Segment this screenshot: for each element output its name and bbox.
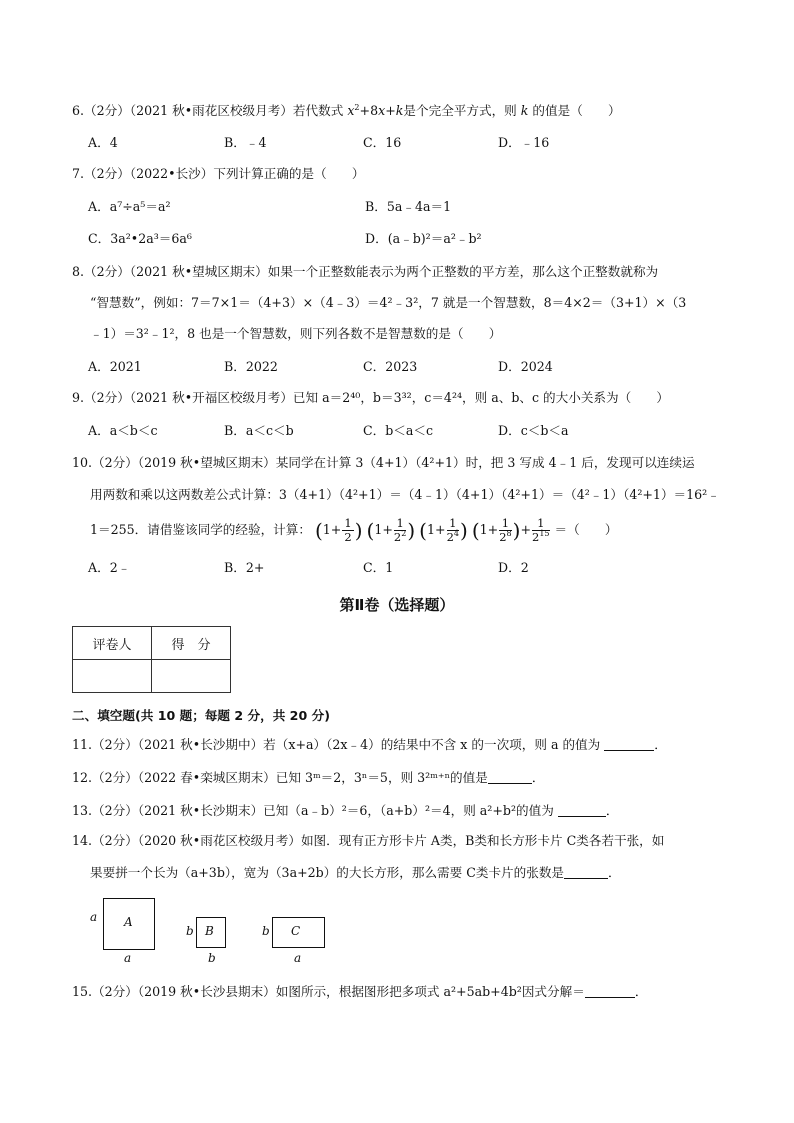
q6-option-c[interactable]: C．16 — [363, 135, 402, 150]
q6-option-d[interactable]: D．﹣16 — [498, 135, 550, 150]
q7-option-d[interactable]: D．(a﹣b)²＝a²﹣b² — [365, 231, 482, 246]
question-10-line2: 用两数和乘以这两数差公式计算：3（4+1）（4²+1）＝（4﹣1）（4+1）（4²+1）＝（4²﹣1）（4²+1）＝16²﹣ — [90, 487, 720, 502]
score-cell[interactable] — [152, 660, 231, 693]
q13-answer-blank[interactable] — [558, 804, 606, 817]
q8-option-c[interactable]: C．2023 — [363, 359, 418, 374]
grader-table — [72, 626, 231, 693]
q10-option-d[interactable]: D．2 — [498, 560, 529, 575]
q6-option-b[interactable]: B．﹣4 — [224, 135, 267, 150]
question-11: 11.（2分）（2021 秋•长沙期中）若（x+a）（2x﹣4）的结果中不含 x 的一次项，则 a 的值为 ． — [72, 737, 667, 752]
section-2-title: 第Ⅱ卷（选择题） — [339, 596, 455, 614]
question-8-line1: 8.（2分）（2021 秋•望城区期末）如果一个正整数能表示为两个正整数的平方差，那么这个正整数就称为 — [72, 264, 659, 279]
q10-option-c[interactable]: C．1 — [363, 560, 394, 575]
fraction-expression: (1+ $\frac{1}{2}$ ) (1+ $\frac{1}{2^2}$ ) (1+ $\frac{1}{2^4}$ ) (1+ $\frac{1}{2^8}$ )+ $\frac{1}{2^{15}}$ — [314, 516, 550, 544]
q9-option-d[interactable]: D．c＜b＜a — [498, 423, 569, 438]
card-a-label: A — [124, 915, 133, 929]
question-10-line3: 1＝255．请借鉴该同学的经验，计算： (1+ $\frac{1}{2}$ ) (1+ $\frac{1}{2^2}$ ) (1+ $\frac{1}{2^4}$ ) (1+ $\frac{1}{2^8}$ )+ $\frac{1}{2^{15}}$ ＝（ ） — [90, 516, 618, 544]
q9-option-b[interactable]: B．a＜c＜b — [224, 423, 294, 438]
q7-option-b[interactable]: B．5a﹣4a＝1 — [365, 199, 452, 214]
q8-option-b[interactable]: B．2022 — [224, 359, 278, 374]
question-12: 12.（2分）（2022 春•栾城区期末）已知 3ᵐ＝2，3ⁿ＝5，则 3²ᵐ⁺ⁿ的值是 ． — [72, 770, 545, 785]
score-label: 得 分 — [152, 627, 231, 660]
q10-option-b[interactable]: B．2+ — [224, 560, 265, 575]
question-14-line2: 果要拼一个长为（a+3b），宽为（3a+2b）的大长方形，那么需要 C类卡片的张数是 ． — [90, 865, 621, 880]
q8-option-d[interactable]: D．2024 — [498, 359, 553, 374]
q7-option-a[interactable]: A．a⁷÷a⁵＝a² — [88, 199, 171, 214]
q7-option-c[interactable]: C．3a²•2a³＝6a⁶ — [88, 231, 192, 246]
question-8-line3: ﹣1）＝3²﹣1²，8 也是一个智慧数，则下列各数不是智慧数的是（ ） — [90, 326, 502, 341]
card-c-label: C — [291, 924, 301, 938]
card-b-label: B — [205, 924, 214, 938]
question-9: 9.（2分）（2021 秋•开福区校级月考）已知 a＝2⁴⁰，b＝3³²，c＝4²⁴，则 a、b、c 的大小关系为（ ） — [72, 390, 669, 405]
q8-option-a[interactable]: A．2021 — [88, 359, 142, 374]
question-15: 15.（2分）（2019 秋•长沙县期末）如图所示，根据图形把多项式 a²+5ab+4b²因式分解＝ ． — [72, 984, 648, 999]
question-7: 7.（2分）（2022•长沙）下列计算正确的是（ ） — [72, 166, 365, 181]
question-14-line1: 14.（2分）（2020 秋•雨花区校级月考）如图．现有正方形卡片 A类，B类和长方形卡片 C类各若干张，如 — [72, 833, 665, 848]
question-13: 13.（2分）（2021 秋•长沙期末）已知（a﹣b）²＝6，（a+b）²＝4，则 a²+b²的值为 ． — [72, 803, 619, 818]
q6-prefix: 6.（2分）（2021 秋•雨花区校级月考）若代数式 — [72, 103, 348, 118]
q12-answer-blank[interactable] — [488, 771, 532, 784]
q15-answer-blank[interactable] — [585, 985, 635, 998]
q9-option-c[interactable]: C．b＜a＜c — [363, 423, 434, 438]
part-2-heading: 二、填空题(共 10 题；每题 2 分，共 20 分) — [72, 708, 330, 723]
q9-option-a[interactable]: A．a＜b＜c — [88, 423, 158, 438]
q10-option-a[interactable]: A．2﹣ — [88, 560, 131, 575]
q11-answer-blank[interactable] — [604, 738, 654, 751]
question-6: 6.（2分）（2021 秋•雨花区校级月考）若代数式 $x^2+8x+k$是个完全平方式，则 k 的值是（ ） — [72, 103, 621, 118]
question-10-line1: 10.（2分）（2019 秋•望城区期末）某同学在计算 3（4+1）（4²+1）时，把 3 写成 4﹣1 后，发现可以连续运 — [72, 455, 695, 470]
q14-answer-blank[interactable] — [564, 866, 608, 879]
grader-label: 评卷人 — [73, 627, 152, 660]
grader-cell[interactable] — [73, 660, 152, 693]
question-8-line2: “智慧数”，例如：7＝7×1＝（4+3）×（4﹣3）＝4²﹣3²，7 就是一个智慧数，8＝4×2＝（3+1）×（3 — [90, 295, 687, 310]
q6-option-a[interactable]: A．4 — [88, 135, 118, 150]
